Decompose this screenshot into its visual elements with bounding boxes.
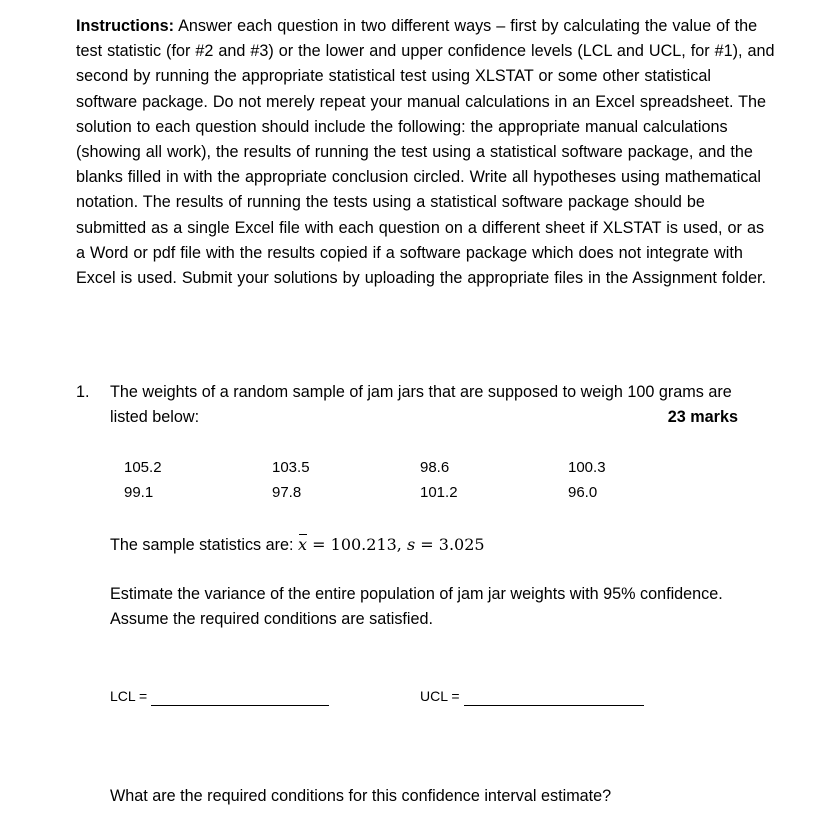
- xbar-value: = 100.213,: [307, 535, 407, 554]
- question-number: 1.: [76, 383, 90, 401]
- ucl-answer-line[interactable]: [464, 691, 644, 706]
- jam-jar-weights-table: [124, 455, 684, 505]
- data-cell: 98.6: [420, 459, 450, 476]
- data-cell: 97.8: [272, 484, 302, 501]
- ucl-label: UCL =: [420, 688, 460, 704]
- data-cell: 105.2: [124, 459, 162, 476]
- estimate-instruction: Estimate the variance of the entire population of jam jar weights with 95% confidence. Assume the required conditions are satisfied.: [110, 585, 723, 629]
- stats-formula: [298, 535, 485, 554]
- xbar-symbol: x: [298, 532, 307, 557]
- data-cell: 99.1: [124, 484, 154, 501]
- instructions-lead: Instructions:: [76, 17, 175, 35]
- data-cell: 96.0: [568, 484, 598, 501]
- lcl-answer-line[interactable]: [151, 691, 329, 706]
- lcl-label: LCL =: [110, 688, 148, 704]
- s-value: = 3.025: [415, 535, 485, 554]
- sample-statistics: [110, 532, 485, 558]
- data-cell: 103.5: [272, 459, 310, 476]
- data-row: [124, 455, 684, 480]
- question-marks: 23 marks: [667, 408, 738, 426]
- conditions-question: What are the required conditions for this confidence interval estimate?: [110, 787, 612, 805]
- ucl-answer-blank: [420, 686, 644, 706]
- instructions-paragraph: [76, 14, 776, 291]
- data-cell: 100.3: [568, 459, 606, 476]
- lcl-answer-blank: [110, 686, 329, 706]
- data-cell: 101.2: [420, 484, 458, 501]
- question-text: The weights of a random sample of jam jars that are supposed to weigh 100 grams are listed below:: [110, 383, 732, 427]
- data-row: [124, 480, 684, 505]
- s-symbol: s: [406, 535, 416, 554]
- instructions-body: Answer each question in two different ways – first by calculating the value of the test statistic (for #2 and #3) or the lower and upper confidence levels (LCL and UCL, for #1), and second by running the appropriate statistical test using XLSTAT or some other statistical software package. Do not merely repeat your manual calculations in an Excel spreadsheet. The solution to each question should include the following: the appropriate manual calculations (showing all work), the results of running the test using a statistical software package, and the blanks filled in with the appropriate conclusion circled. Write all hypotheses using mathematical notation. The results of running the tests using a statistical software package should be submitted as a single Excel file with each question on a different sheet if XLSTAT is used, or as a Word or pdf file with the results copied if a software package which does not integrate with Excel is used. Submit your solutions by uploading the appropriate files in the Assignment folder.: [76, 17, 775, 288]
- stats-label: The sample statistics are:: [110, 536, 294, 554]
